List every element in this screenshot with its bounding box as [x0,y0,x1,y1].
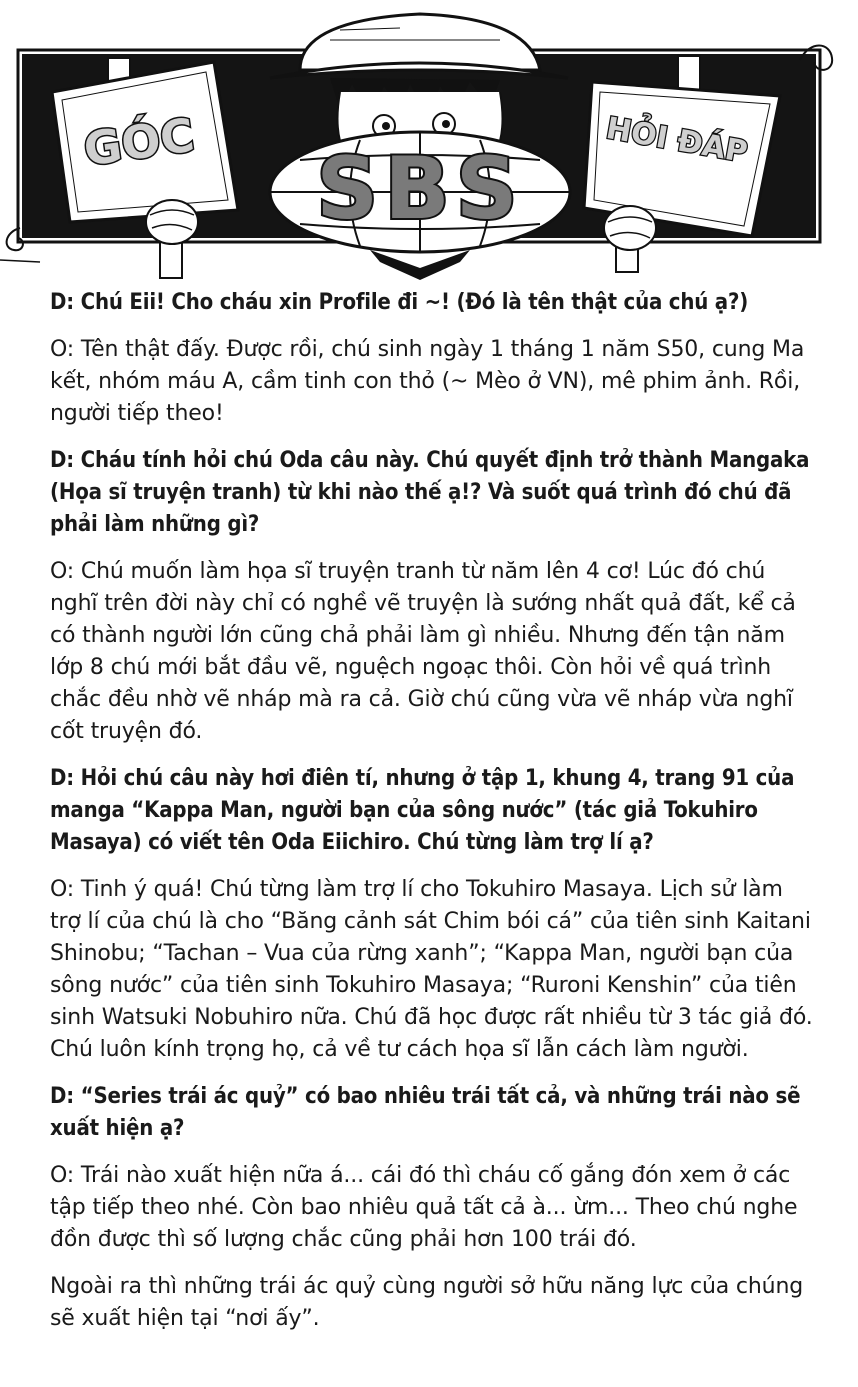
question-2: D: Cháu tính hỏi chú Oda câu này. Chú quyết định trở thành Mangaka (Họa sĩ truyện tranh) từ khi nào thế ạ!? Và suốt quá trình đó chú đã phải làm những gì? [50,448,810,537]
answer-2: O: Chú muốn làm họa sĩ truyện tranh từ năm lên 4 cơ! Lúc đó chú nghĩ trên đời này chỉ có nghề vẽ truyện là sướng nhất quả đất, kể cả có thành người lớn cũng chả phải làm gì nhiều. Nhưng đến tận năm lớp 8 chú mới bắt đầu vẽ, nguệch ngoạc thôi. Còn hỏi về quá trình chắc đều nhờ vẽ nháp mà ra cả. Giờ chú cũng vừa vẽ nháp vừa nghĩ cốt truyện đó. [50,559,796,744]
sbs-header-illustration [0,0,858,285]
left-sign [52,62,238,222]
closing-paragraph: Ngoài ra thì những trái ác quỷ cùng người sở hữu năng lực của chúng sẽ xuất hiện tại “nơi ấy”. [50,1274,804,1331]
qa-content [50,287,814,1350]
sbs-globe [270,132,570,252]
right-hand [604,206,656,250]
answer-3: O: Tinh ý quá! Chú từng làm trợ lí cho Tokuhiro Masaya. Lịch sử làm trợ lí của chú là cho “Băng cảnh sát Chim bói cá” của tiên sinh Kaitani Shinobu; “Tachan – Vua của rừng xanh”; “Kappa Man, người bạn của sông nước” của tiên sinh Tokuhiro Masaya; “Ruroni Kenshin” của tiên sinh Watsuki Nobuhiro nữa. Chú đã học được rất nhiều từ 3 tác giả đó. Chú luôn kính trọng họ, cả về tư cách họa sĩ lẫn cách làm người. [50,877,813,1062]
sbs-logo-text: SBS [316,139,524,239]
sign-left-text: GÓC [80,107,198,177]
question-4: D: “Series trái ác quỷ” có bao nhiêu trái tất cả, và những trái nào sẽ xuất hiện ạ? [50,1084,801,1141]
sign-right-text: HỎI ĐÁP [603,110,751,171]
qa-item-2 [50,445,814,748]
answer-1: O: Tên thật đấy. Được rồi, chú sinh ngày 1 tháng 1 năm S50, cung Ma kết, nhóm máu A, cầm tinh con thỏ (~ Mèo ở VN), mê phim ảnh. Rồi, người tiếp theo! [50,337,805,426]
left-hand [146,200,198,244]
question-1: D: Chú Eii! Cho cháu xin Profile đi ~! (Đó là tên thật của chú ạ?) [50,290,749,315]
qa-item-4 [50,1081,814,1256]
qa-item-3 [50,763,814,1066]
sbs-header-art [0,0,858,285]
qa-item-1 [50,287,814,430]
question-3: D: Hỏi chú câu này hơi điên tí, nhưng ở tập 1, khung 4, trang 91 của manga “Kappa Man, người bạn của sông nước” (tác giả Tokuhiro Masaya) có viết tên Oda Eiichiro. Chú từng làm trợ lí ạ? [50,766,795,855]
answer-4: O: Trái nào xuất hiện nữa á... cái đó thì cháu cố gắng đón xem ở các tập tiếp theo nhé. Còn bao nhiêu quả tất cả à... ừm... Theo chú nghe đồn được thì số lượng chắc cũng phải hơn 100 trái đó. [50,1163,798,1252]
